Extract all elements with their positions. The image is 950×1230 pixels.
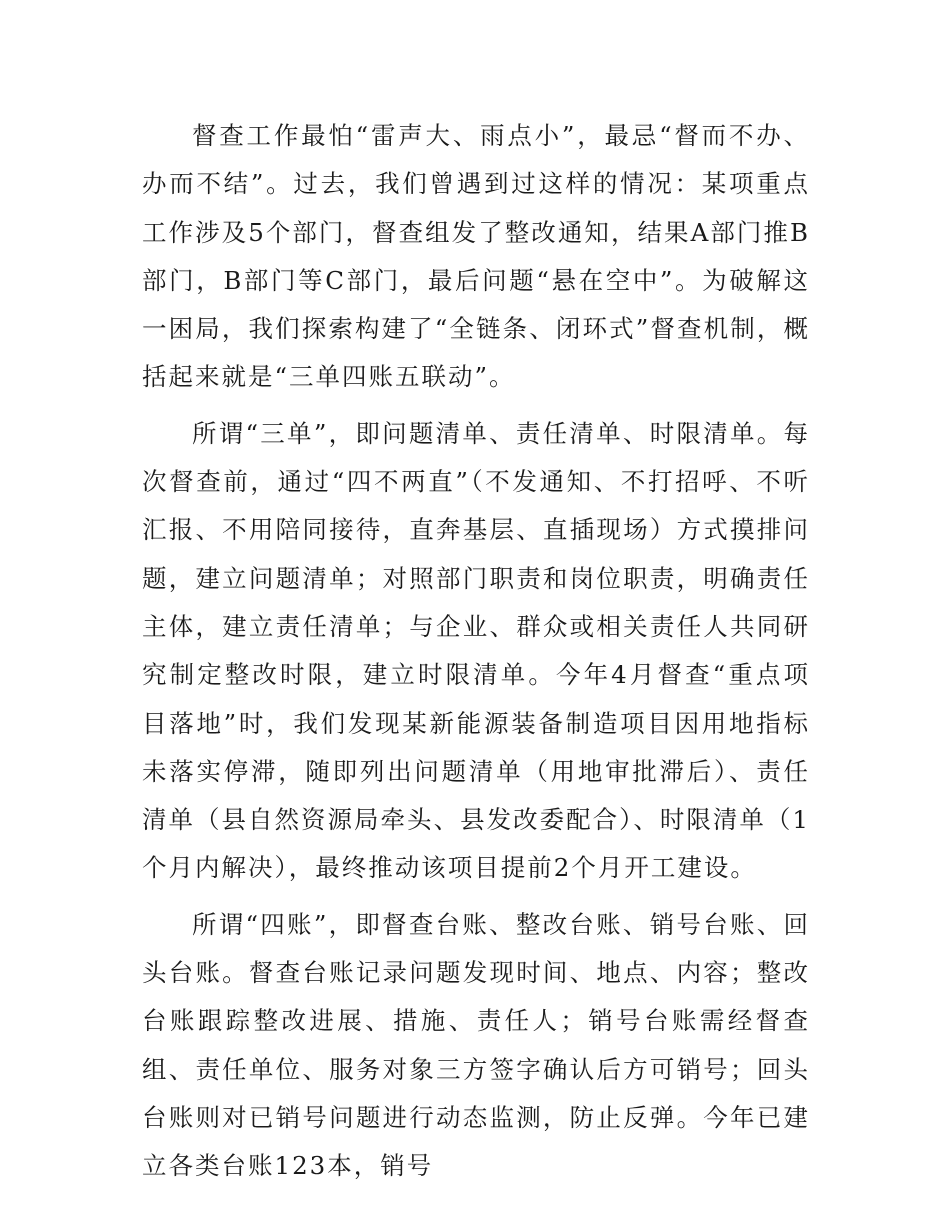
paragraph-three-lists: 所谓“三单”，即问题清单、责任清单、时限清单。每次督查前，通过“四不两直”（不发通知、不打招呼、不听汇报、不用陪同接待，直奔基层、直插现场）方式摸排问题，建立问题清单；对照部门职责和岗位职责，明确责任主体，建立责任清单；与企业、群众或相关责任人共同研究制定整改时限，建立时限清单。今年4月督查“重点项目落地”时，我们发现某新能源装备制造项目因用地指标未落实停滞，随即列出问题清单（用地审批滞后）、责任清单（县自然资源局牵头、县发改委配合）、时限清单（1个月内解决），最终推动该项目提前2个月开工建设。	[142, 418, 810, 883]
paragraph-four-ledgers: 所谓“四账”，即督查台账、整改台账、销号台账、回头台账。督查台账记录问题发现时间、地点、内容；整改台账跟踪整改进展、措施、责任人；销号台账需经督查组、责任单位、服务对象三方签字确认后方可销号；回头台账则对已销号问题进行动态监测，防止反弹。今年已建立各类台账123本，销号	[142, 909, 810, 1181]
paragraph-intro: 督查工作最怕“雷声大、雨点小”，最忌“督而不办、办而不结”。过去，我们曾遇到过这样的情况：某项重点工作涉及5个部门，督查组发了整改通知，结果A部门推B部门，B部门等C部门，最后问题“悬在空中”。为破解这一困局，我们探索构建了“全链条、闭环式”督查机制，概括起来就是“三单四账五联动”。	[142, 121, 810, 392]
document-page	[142, 112, 810, 1193]
